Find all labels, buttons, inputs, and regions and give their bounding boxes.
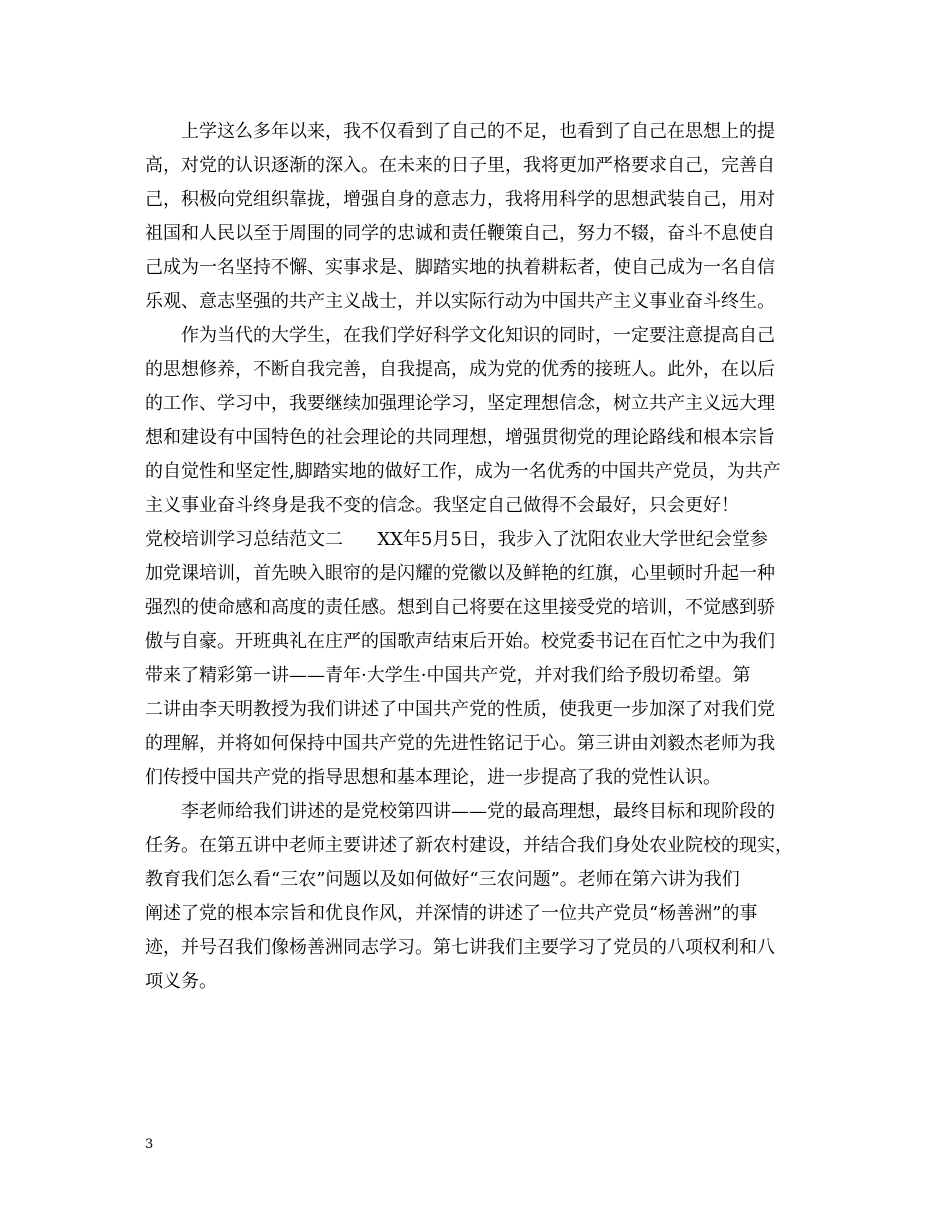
text-line: 强烈的使命感和高度的责任感。想到自己将要在这里接受党的培训，不觉感到骄 (145, 597, 775, 618)
text-line: 加党课培训，首先映入眼帘的是闪耀的党徽以及鲜艳的红旗，心里顿时升起一种 (145, 563, 775, 584)
text-line: 迹，并号召我们像杨善洲同志学习。第七讲我们主要学习了党员的八项权利和八 (145, 937, 775, 958)
text-line: 己成为一名坚持不懈、实事求是、脚踏实地的执着耕耘者，使自己成为一名自信 (145, 257, 775, 278)
text-line: 主义事业奋斗终身是我不变的信念。我坚定自己做得不会最好，只会更好！ (145, 495, 739, 516)
text-line: 的思想修养，不断自我完善，自我提高，成为党的优秀的接班人。此外，在以后 (145, 359, 775, 380)
text-line: 的工作、学习中，我要继续加强理论学习，坚定理想信念，树立共产主义远大理 (145, 393, 775, 414)
page-number: 3 (145, 1137, 154, 1152)
text-line: 祖国和人民以至于周围的同学的忠诚和责任鞭策自己，努力不辍，奋斗不息使自 (145, 223, 775, 244)
text-line: 们传授中国共产党的指导思想和基本理论，进一步提高了我的党性认识。 (145, 767, 721, 788)
text-line: 任务。在第五讲中老师主要讲述了新农村建设，并结合我们身处农业院校的现实， (145, 835, 793, 856)
text-line: 傲与自豪。开班典礼在庄严的国歌声结束后开始。校党委书记在百忙之中为我们 (145, 631, 775, 652)
text-line: 带来了精彩第一讲——青年·大学生·中国共产党，并对我们给予殷切希望。第 (145, 665, 751, 686)
text-line: 己，积极向党组织靠拢，增强自身的意志力，我将用科学的思想武装自己，用对 (145, 189, 775, 210)
text-line: 李老师给我们讲述的是党校第四讲——党的最高理想，最终目标和现阶段的 (181, 801, 775, 822)
text-line: 高，对党的认识逐渐的深入。在未来的日子里，我将更加严格要求自己，完善自 (145, 155, 775, 176)
section-heading-line: 党校培训学习总结范文二 XX年5月5日，我步入了沈阳农业大学世纪会堂参 (145, 529, 768, 550)
text-line: 项义务。 (145, 971, 217, 992)
text-line: 想和建设有中国特色的社会理论的共同理想，增强贯彻党的理论路线和根本宗旨 (145, 427, 775, 448)
text-line: 阐述了党的根本宗旨和优良作风，并深情的讲述了一位共产党员“杨善洲”的事 (145, 903, 758, 924)
text-line: 的自觉性和坚定性,脚踏实地的做好工作，成为一名优秀的中国共产党员，为共产 (145, 461, 781, 482)
text-line: 教育我们怎么看“三农”问题以及如何做好“三农问题”。老师在第六讲为我们 (145, 869, 740, 890)
text-line: 作为当代的大学生，在我们学好科学文化知识的同时，一定要注意提高自己 (181, 325, 775, 346)
text-line: 的理解，并将如何保持中国共产党的先进性铭记于心。第三讲由刘毅杰老师为我 (145, 733, 775, 754)
text-line: 乐观、意志坚强的共产主义战士，并以实际行动为中国共产主义事业奋斗终生。 (145, 291, 775, 312)
text-line: 二讲由李天明教授为我们讲述了中国共产党的性质，使我更一步加深了对我们党 (145, 699, 775, 720)
text-line: 上学这么多年以来，我不仅看到了自己的不足，也看到了自己在思想上的提 (181, 121, 775, 142)
